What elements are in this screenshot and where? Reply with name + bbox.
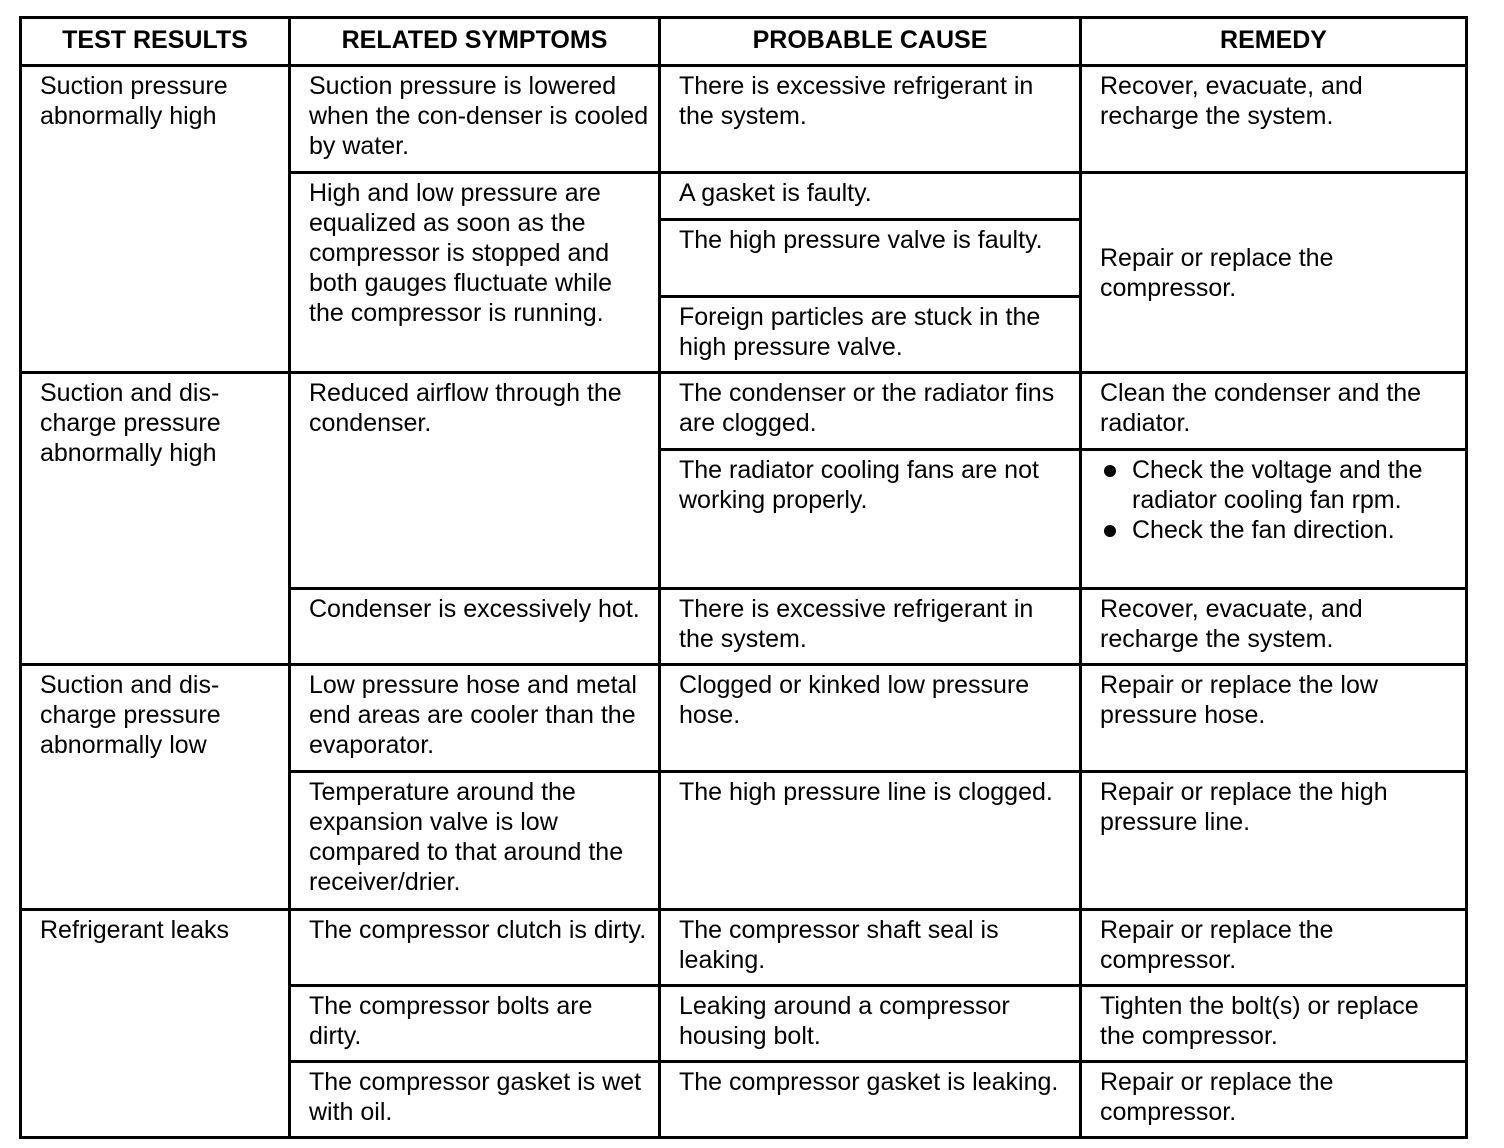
symptom-cell: The compressor bolts are dirty. [290,986,660,1062]
cause-cell: The radiator cooling fans are not working properly. [660,450,1081,589]
remedy-cell: Repair or replace the low pressure hose. [1081,665,1467,772]
symptom-cell: The compressor gasket is wet with oil. [290,1062,660,1138]
cause-cell: Clogged or kinked low pressure hose. [660,665,1081,772]
cause-cell: The high pressure line is clogged. [660,772,1081,910]
symptom-cell: Suction pressure is lowered when the con-denser is cooled by water. [290,66,660,173]
symptom-cell: Low pressure hose and metal end areas are cooler than the evaporator. [290,665,660,772]
cause-cell: There is excessive refrigerant in the system. [660,66,1081,173]
test-result-cell: Refrigerant leaks [21,910,290,1138]
symptom-cell: Condenser is excessively hot. [290,589,660,665]
remedy-cell: Tighten the bolt(s) or replace the compressor. [1081,986,1467,1062]
cause-cell: There is excessive refrigerant in the system. [660,589,1081,665]
test-result-cell: Suction pressure abnormally high [21,66,290,373]
symptom-cell: High and low pressure are equalized as soon as the compressor is stopped and both gauges fluctuate while the compressor is running. [290,173,660,373]
remedy-bullet-list [1100,455,1457,545]
header-remedy: REMEDY [1081,18,1467,66]
table-row [21,373,1467,450]
remedy-cell: Clean the condenser and the radiator. [1081,373,1467,450]
symptom-cell: Temperature around the expansion valve is low compared to that around the receiver/drier. [290,772,660,910]
header-test-results: TEST RESULTS [21,18,290,66]
remedy-bullet-item: Check the fan direction. [1100,515,1457,545]
troubleshooting-table [19,16,1468,1139]
remedy-cell [1081,450,1467,589]
remedy-cell: Recover, evacuate, and recharge the system. [1081,589,1467,665]
remedy-cell: Repair or replace the compressor. [1081,173,1467,373]
cause-cell: The high pressure valve is faulty. [660,220,1081,297]
header-related-symptoms: RELATED SYMPTOMS [290,18,660,66]
remedy-cell: Repair or replace the high pressure line. [1081,772,1467,910]
remedy-bullet-item: Check the voltage and the radiator cooling fan rpm. [1100,455,1457,515]
cause-cell: Leaking around a compressor housing bolt. [660,986,1081,1062]
cause-cell: The compressor shaft seal is leaking. [660,910,1081,986]
cause-cell: A gasket is faulty. [660,173,1081,220]
cause-cell: The compressor gasket is leaking. [660,1062,1081,1138]
cause-cell: Foreign particles are stuck in the high pressure valve. [660,297,1081,373]
test-result-cell: Suction and dis-charge pressure abnormally high [21,373,290,665]
symptom-cell: Reduced airflow through the condenser. [290,373,660,589]
symptom-cell: The compressor clutch is dirty. [290,910,660,986]
remedy-cell: Repair or replace the compressor. [1081,1062,1467,1138]
remedy-cell: Recover, evacuate, and recharge the system. [1081,66,1467,173]
header-probable-cause: PROBABLE CAUSE [660,18,1081,66]
header-row [21,18,1467,66]
remedy-cell: Repair or replace the compressor. [1081,910,1467,986]
table-row [21,665,1467,772]
table-row [21,66,1467,173]
cause-cell: The condenser or the radiator fins are clogged. [660,373,1081,450]
table-row [21,910,1467,986]
test-result-cell: Suction and dis-charge pressure abnormally low [21,665,290,910]
